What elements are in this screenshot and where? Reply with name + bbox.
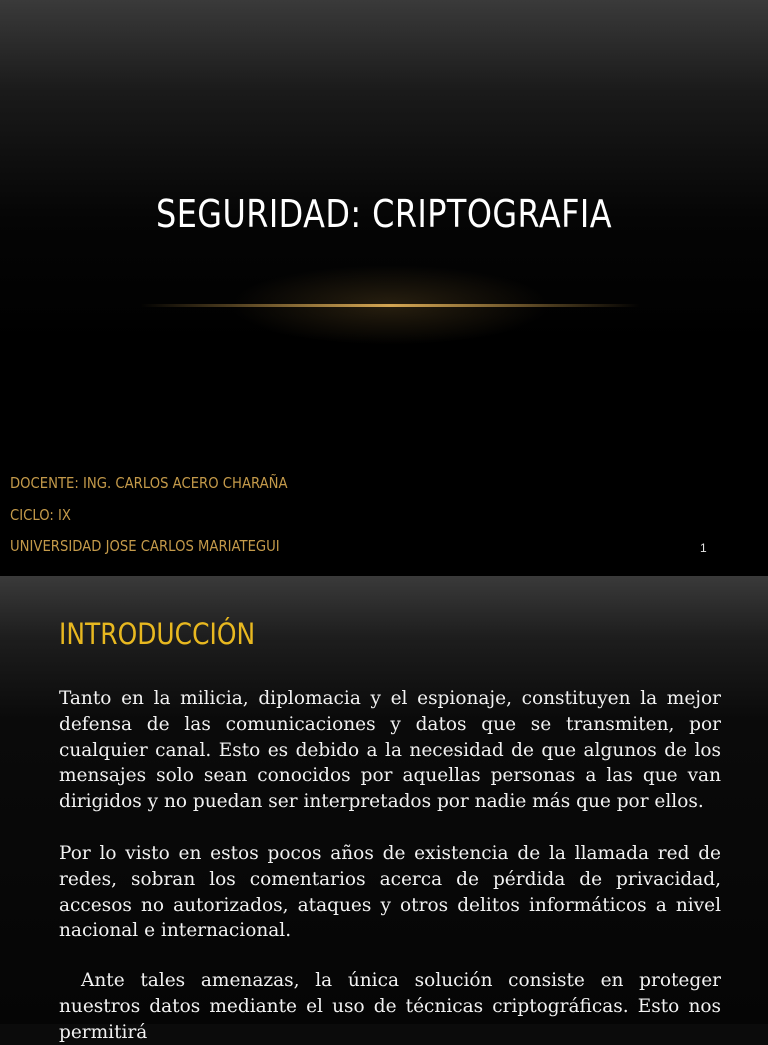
title-divider-line — [140, 304, 640, 307]
body-paragraph: Ante tales amenazas, la única solución consiste en proteger nuestros datos mediante el uso de técnicas criptográficas. Esto nos permitirá — [59, 970, 721, 1043]
ciclo-label: CICLO: IX — [10, 506, 71, 524]
slide-number: 1 — [700, 541, 707, 555]
body-paragraph: Por lo visto en estos pocos años de existencia de la llamada red de redes, sobran los comentarios acerca de pérdida de privacidad, accesos no autorizados, ataques y otros delitos informáticos a nivel nacional e internacional. — [59, 843, 721, 942]
docente-label: DOCENTE: ING. CARLOS ACERO CHARAÑA — [10, 474, 288, 492]
introduction-slide — [0, 576, 768, 1043]
university-label: UNIVERSIDAD JOSE CARLOS MARIATEGUI — [10, 537, 280, 555]
slide-title: SEGURIDAD: CRIPTOGRAFIA — [156, 192, 612, 236]
section-heading: INTRODUCCIÓN — [59, 617, 256, 651]
body-paragraph: Tanto en la milicia, diplomacia y el espionaje, constituyen la mejor defensa de las comunicaciones y datos que se transmiten, por cualquier canal. Esto es debido a la necesidad de que algunos de los mensajes solo sean conocidos por aquellas personas a las que van dirigidos y no puedan ser interpretados por nadie más que por ellos. — [59, 688, 721, 813]
